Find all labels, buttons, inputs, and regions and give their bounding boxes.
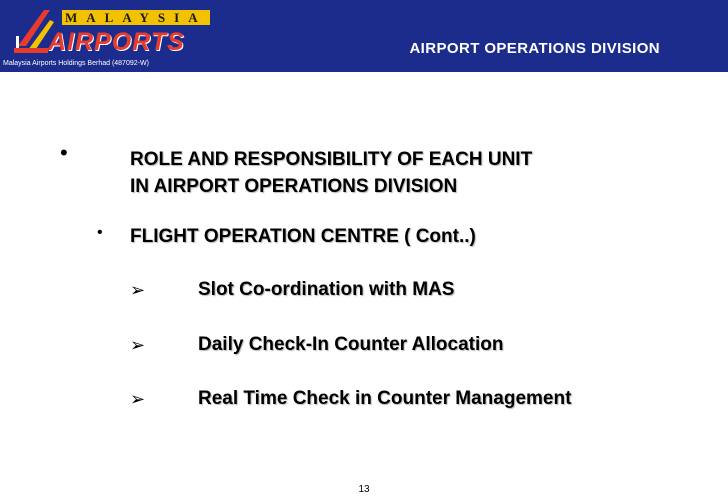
list-item-text: Daily Check-In Counter Allocation [198, 334, 504, 355]
logo-airports-text: AIRPORTS [48, 28, 185, 56]
list-item [0, 332, 728, 358]
list-item [0, 386, 728, 412]
list-item [0, 277, 728, 303]
division-title: AIRPORT OPERATIONS DIVISION [409, 40, 660, 57]
arrow-bullet-icon: ➢ [130, 280, 146, 300]
sub-bullet-icon: • [97, 224, 103, 241]
header-bar [0, 0, 728, 72]
arrow-bullet-icon: ➢ [130, 389, 146, 409]
page-number: 13 [358, 484, 370, 495]
slide-heading [130, 146, 532, 200]
bullet-icon: • [60, 140, 68, 165]
list-item-text: Real Time Check in Counter Management [198, 388, 572, 409]
list-item-text: Slot Co-ordination with MAS [198, 279, 455, 300]
slide-content [0, 72, 728, 504]
heading-line-2: IN AIRPORT OPERATIONS DIVISION [130, 176, 458, 197]
heading-line-1: ROLE AND RESPONSIBILITY OF EACH UNIT [130, 149, 533, 170]
arrow-bullet-icon: ➢ [130, 335, 146, 355]
section-subheading: FLIGHT OPERATION CENTRE ( Cont..) [130, 226, 476, 247]
malaysia-airports-logo [0, 0, 207, 72]
logo-malaysia-text: MALAYSIA [62, 10, 210, 25]
company-registration-text: Malaysia Airports Holdings Berhad (487092-W) [3, 60, 149, 67]
